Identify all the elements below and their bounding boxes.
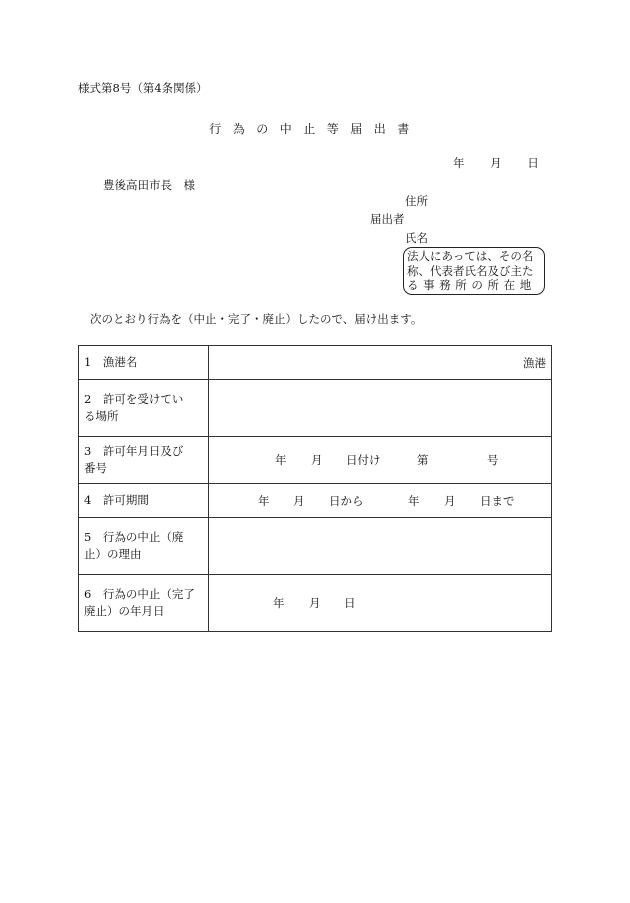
permit-go: 号 xyxy=(487,453,499,467)
label-line: 6 行為の中止（完了 xyxy=(84,587,195,601)
corporate-note xyxy=(403,247,545,295)
document-title: 行為の中止等届出書 xyxy=(209,122,421,136)
permit-month: 月 xyxy=(311,453,323,467)
port-name-field[interactable] xyxy=(209,346,552,380)
permit-dai: 第 xyxy=(417,453,429,467)
filer-label: 届出者 xyxy=(370,212,405,226)
label-line: 止）の理由 xyxy=(84,547,142,561)
label-line: 5 行為の中止（廃 xyxy=(84,530,184,544)
notification-table xyxy=(78,345,552,632)
corporate-note-line: 称、代表者氏名及び主た xyxy=(407,263,534,278)
cessation-reason-label xyxy=(79,518,209,575)
permit-year: 年 xyxy=(275,453,287,467)
addressee: 豊後高田市長 様 xyxy=(103,178,195,192)
table-row xyxy=(79,575,552,632)
label-line: る場所 xyxy=(84,409,119,423)
cessation-date-label xyxy=(79,575,209,632)
permit-period-label: 4 許可期間 xyxy=(79,484,209,518)
period-from-month: 月 xyxy=(293,494,305,508)
form-number: 様式第8号（第4条関係） xyxy=(78,81,208,95)
period-to-month: 月 xyxy=(444,494,456,508)
cessation-day: 日 xyxy=(344,596,356,610)
date-month-label: 月 xyxy=(490,156,502,170)
date-day-label: 日 xyxy=(527,156,539,170)
label-line: 2 許可を受けてい xyxy=(84,392,184,406)
table-row xyxy=(79,437,552,484)
table-row xyxy=(79,346,552,380)
label-line: 番号 xyxy=(84,461,107,475)
date-year-label: 年 xyxy=(453,156,465,170)
permitted-location-label xyxy=(79,380,209,437)
period-from-day: 日から xyxy=(329,494,364,508)
date-line xyxy=(453,155,539,171)
cessation-month: 月 xyxy=(309,596,321,610)
address-label: 住所 xyxy=(405,194,428,208)
corporate-note-line: 法人にあっては、その名 xyxy=(407,249,534,263)
label-line: 廃止）の年月日 xyxy=(84,604,165,618)
table-row xyxy=(79,484,552,518)
table-row xyxy=(79,518,552,575)
permit-date-number-field[interactable] xyxy=(209,437,552,484)
permitted-location-field[interactable] xyxy=(209,380,552,437)
corporate-note-line: る事務所の所在地 xyxy=(407,278,536,292)
permit-period-field[interactable] xyxy=(209,484,552,518)
cessation-year: 年 xyxy=(273,596,285,610)
permit-day: 日付け xyxy=(346,453,381,467)
period-from-year: 年 xyxy=(258,494,270,508)
port-name-label: 1 漁港名 xyxy=(79,346,209,380)
table-row xyxy=(79,380,552,437)
period-to-year: 年 xyxy=(408,494,420,508)
permit-date-number-label xyxy=(79,437,209,484)
period-to-day: 日まで xyxy=(480,494,515,508)
port-suffix: 漁港 xyxy=(523,356,546,370)
label-line: 3 許可年月日及び xyxy=(84,444,184,458)
cessation-date-field[interactable] xyxy=(209,575,552,632)
cessation-reason-field[interactable] xyxy=(209,518,552,575)
statement: 次のとおり行為を（中止・完了・廃止）したので、届け出ます。 xyxy=(90,312,423,326)
name-label: 氏名 xyxy=(405,231,428,245)
